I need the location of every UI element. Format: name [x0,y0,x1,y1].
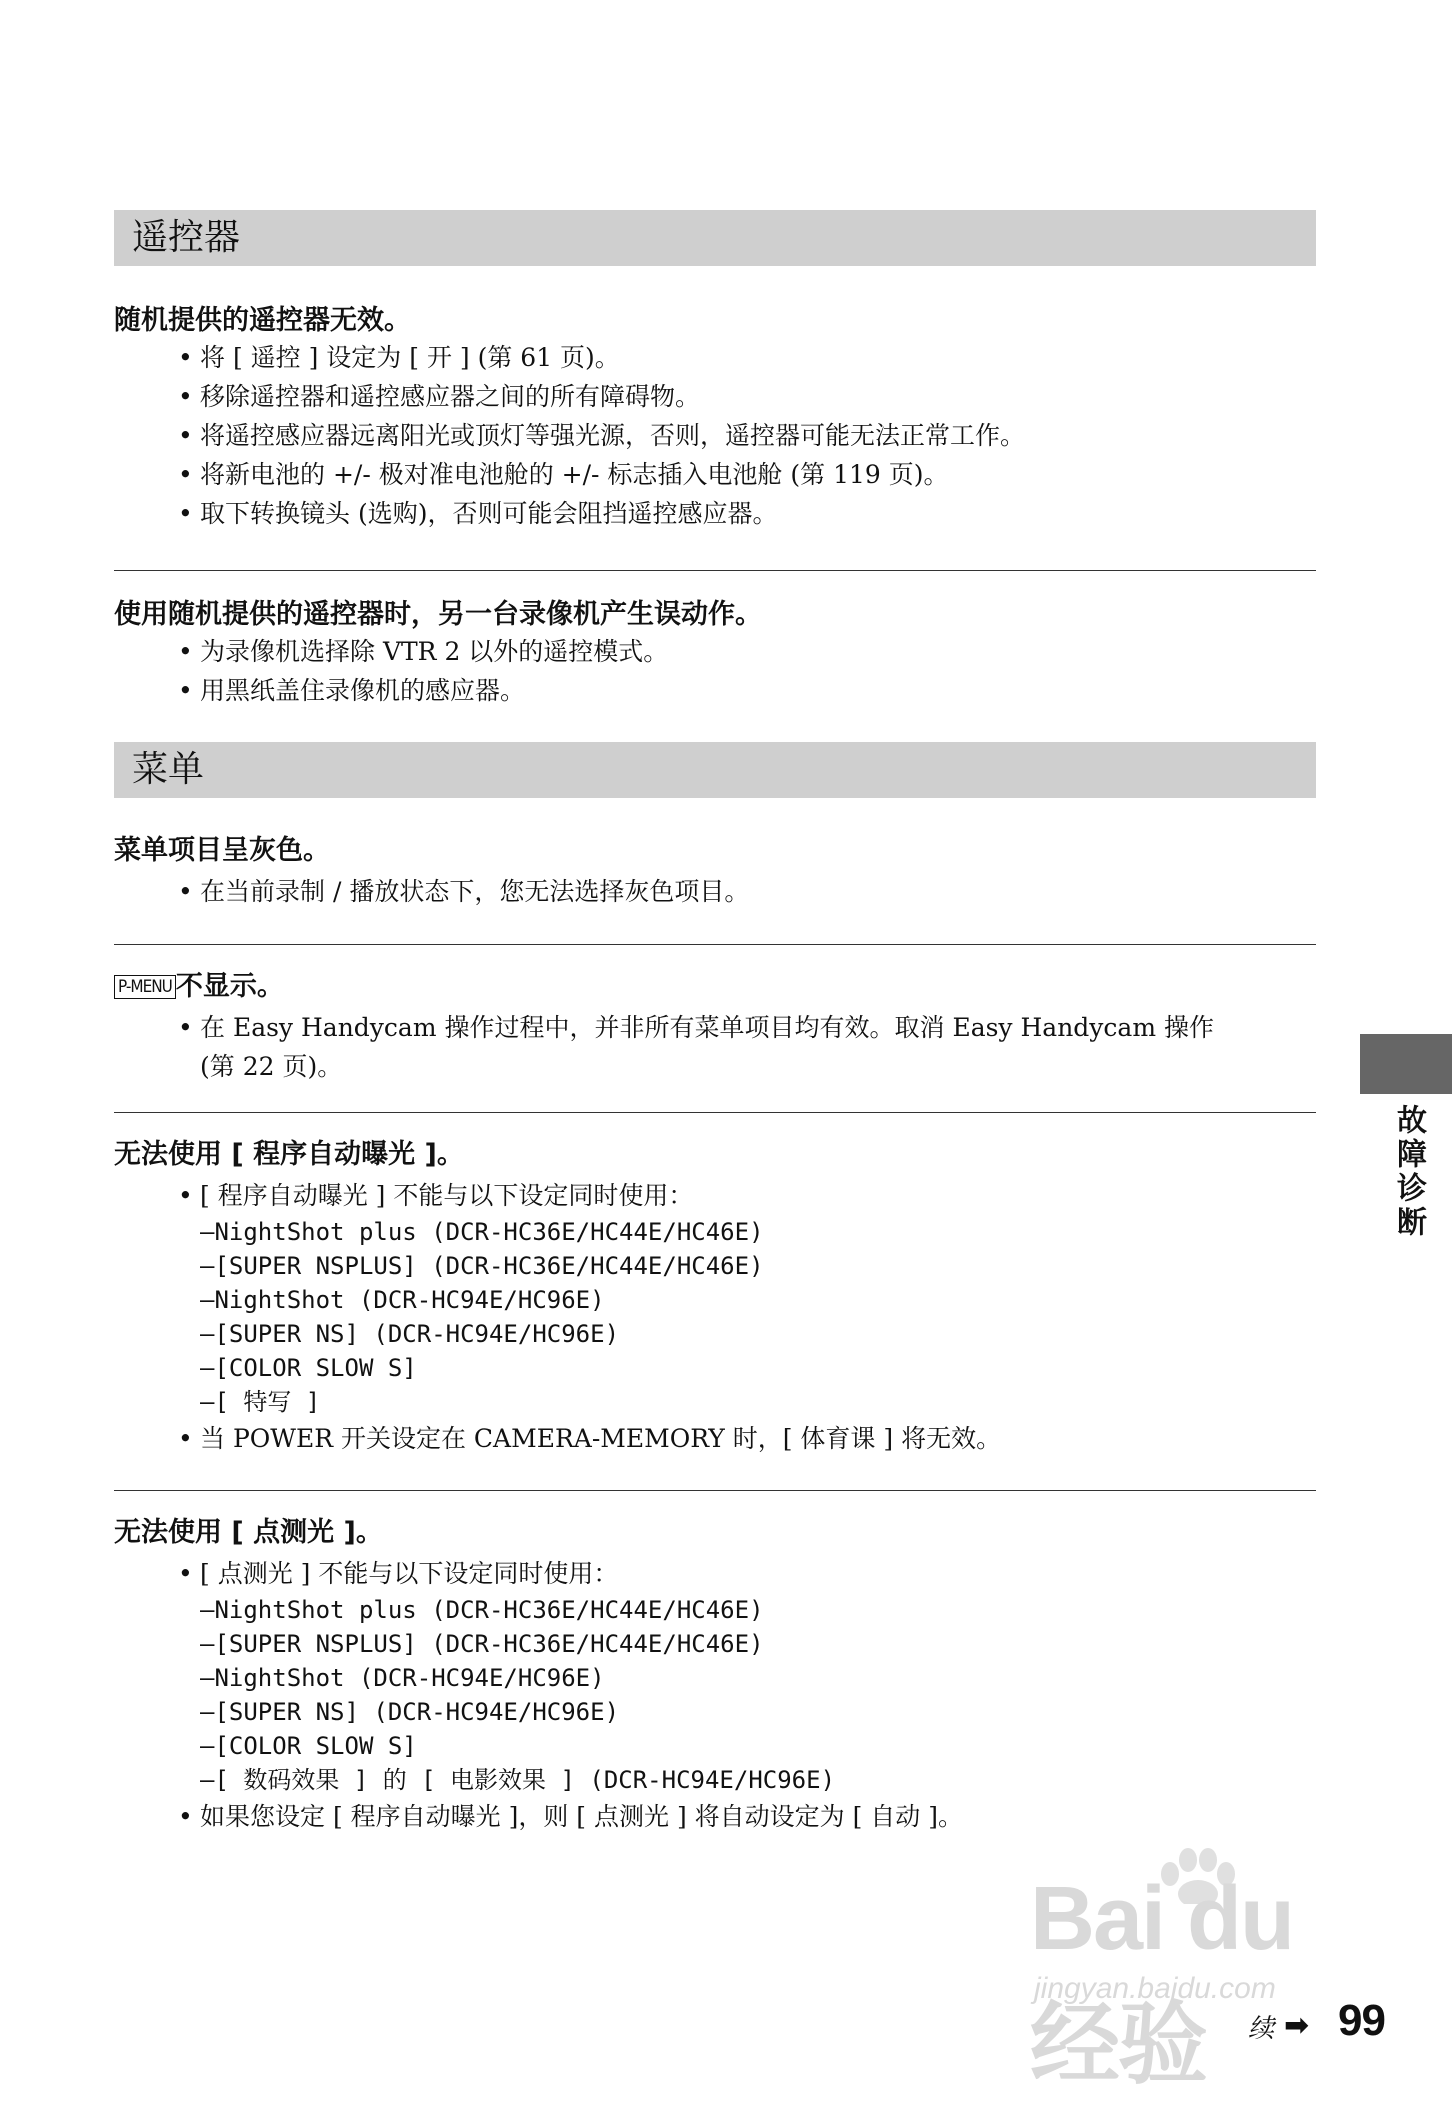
question-title-vcr-malfunction: 使用随机提供的遥控器时，另一台录像机产生误动作。 [114,599,762,630]
sub-item: –[COLOR SLOW S] [200,1732,417,1760]
list-item [178,1554,963,1797]
bullet-text: 在 Easy Handycam 操作过程中，并非所有菜单项目均有效。取消 Easy Handycam 操作 [200,1013,1214,1042]
sub-item: –NightShot (DCR-HC94E/HC96E) [200,1286,605,1314]
page-number: 99 [1338,1996,1385,2045]
question-title-program-ae: 无法使用 [ 程序自动曝光 ]。 [114,1139,464,1170]
sub-list [178,1593,963,1797]
divider [114,1112,1316,1113]
sub-item: –[SUPER NS] (DCR-HC94E/HC96E) [200,1698,620,1726]
sub-item: –NightShot (DCR-HC94E/HC96E) [200,1664,605,1692]
list-item: • 为录像机选择除 VTR 2 以外的遥控模式。 [178,632,668,671]
bullet-list-vcr-malfunction [178,632,668,710]
sub-item: –[SUPER NSPLUS] (DCR-HC36E/HC44E/HC46E) [200,1252,764,1280]
divider [114,570,1316,571]
watermark-logo-text: Bai du 经验 [1030,1869,1294,2095]
side-tab-marker [1360,1034,1452,1094]
watermark-url: jingyan.baidu.com [1034,1972,1276,2005]
arrow-right-icon: ➡ [1284,2008,1310,2043]
list-item: • 当 POWER 开关设定在 CAMERA-MEMORY 时，[ 体育课 ] 将无效。 [178,1419,1001,1458]
bullet-list-spot-meter [178,1554,963,1836]
question-title-text: 不显示。 [175,971,284,1002]
list-item: • 用黑纸盖住录像机的感应器。 [178,671,668,710]
list-item [178,1008,1214,1086]
bullet-text: [ 程序自动曝光 ] 不能与以下设定同时使用： [200,1181,694,1210]
section-header-remote: 遥控器 [114,210,1316,266]
divider [114,1490,1316,1491]
list-item: • 在当前录制 / 播放状态下，您无法选择灰色项目。 [178,872,749,911]
sub-item: –[ 数码效果 ] 的 [ 电影效果 ] (DCR-HC94E/HC96E) [200,1766,836,1794]
bullet-list-pmenu-not-shown [178,1008,1214,1086]
question-title-pmenu-not-shown [114,964,284,1003]
question-title-spot-meter: 无法使用 [ 点测光 ]。 [114,1517,383,1548]
bullet-list-program-ae [178,1176,1001,1458]
sub-item: –[SUPER NS] (DCR-HC94E/HC96E) [200,1320,620,1348]
question-title-menu-grey: 菜单项目呈灰色。 [114,835,330,866]
sub-item: –[SUPER NSPLUS] (DCR-HC36E/HC44E/HC46E) [200,1630,764,1658]
list-item: • 如果您设定 [ 程序自动曝光 ]，则 [ 点测光 ] 将自动设定为 [ 自动 ]。 [178,1797,963,1836]
question-title-remote-not-working: 随机提供的遥控器无效。 [114,305,411,336]
list-item: • 将 [ 遥控 ] 设定为 [ 开 ] (第 61 页)。 [178,338,1025,377]
list-item: • 将遥控感应器远离阳光或顶灯等强光源，否则，遥控器可能无法正常工作。 [178,416,1025,455]
list-item [178,1176,1001,1419]
sub-item: –[COLOR SLOW S] [200,1354,417,1382]
pmenu-button-label: P-MENU [114,975,176,999]
bullet-text: [ 点测光 ] 不能与以下设定同时使用： [200,1559,619,1588]
list-item: • 将新电池的 +/- 极对准电池舱的 +/- 标志插入电池舱 (第 119 页)。 [178,455,1025,494]
side-section-label: 故障诊断 [1391,1104,1426,1240]
section-header-menu: 菜单 [114,742,1316,798]
sub-item: –NightShot plus (DCR-HC36E/HC44E/HC46E) [200,1596,764,1624]
divider [114,944,1316,945]
bullet-text-continued: (第 22 页)。 [200,1052,343,1081]
list-item: • 移除遥控器和遥控感应器之间的所有障碍物。 [178,377,1025,416]
bullet-list-menu-grey [178,872,749,911]
sub-item: –[ 特写 ] [200,1388,321,1416]
sub-list [178,1215,1001,1419]
bullet-list-remote-not-working [178,338,1025,533]
sub-item: –NightShot plus (DCR-HC36E/HC44E/HC46E) [200,1218,764,1246]
list-item: • 取下转换镜头 (选购)，否则可能会阻挡遥控感应器。 [178,494,1025,533]
continued-label: 续 [1248,2014,1275,2044]
